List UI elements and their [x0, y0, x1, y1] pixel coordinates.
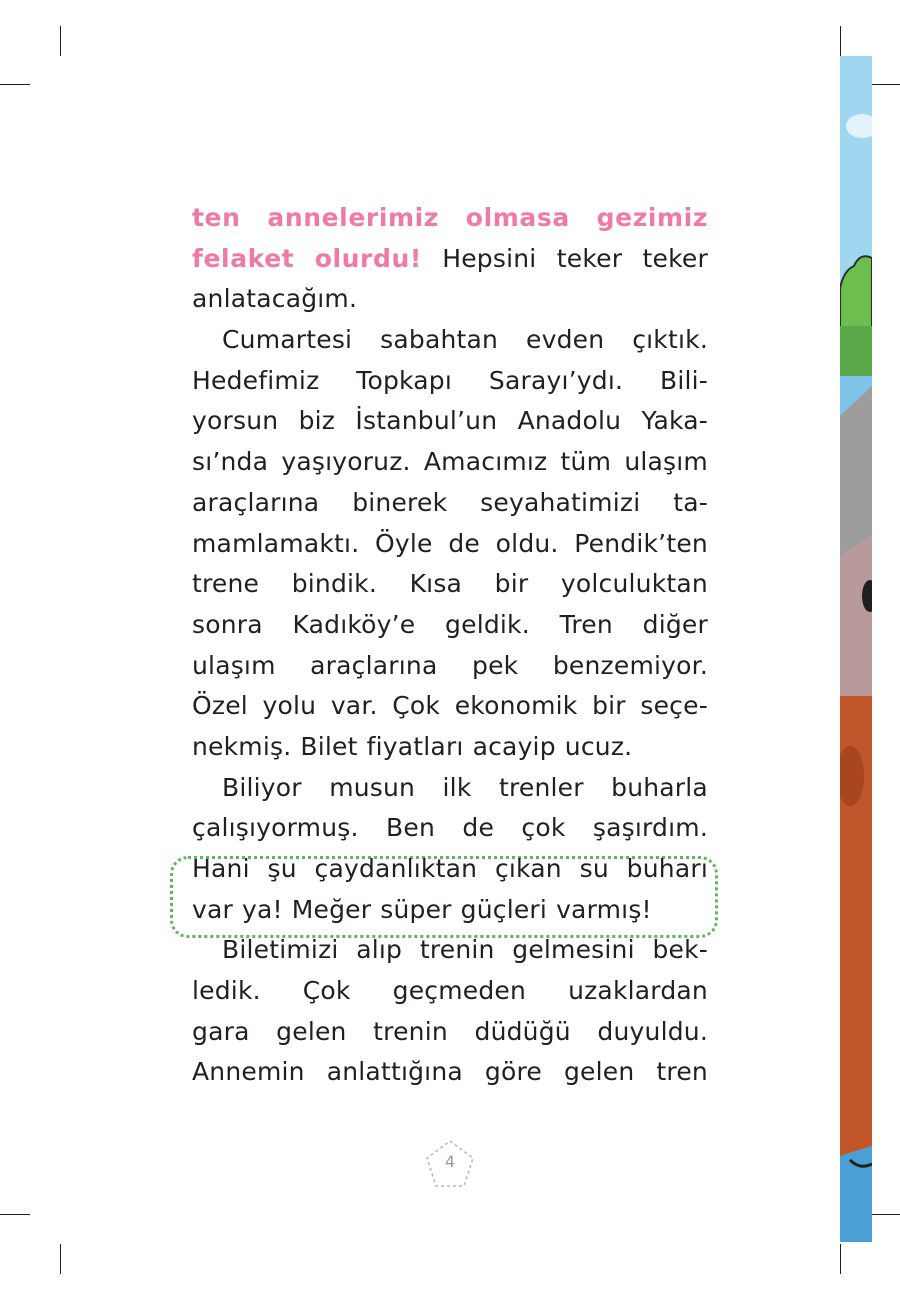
word: Hedefimiz — [192, 365, 320, 395]
illustration-strip — [840, 56, 872, 1242]
text-line — [192, 361, 708, 402]
word: anlatacağım. — [192, 284, 358, 314]
word: annelerimiz — [267, 203, 439, 232]
word: teker — [642, 243, 708, 273]
text-line — [192, 768, 708, 809]
crop-mark — [0, 1214, 30, 1215]
word: Bilet — [300, 731, 358, 761]
word: tüm — [560, 447, 612, 477]
word: bek- — [652, 935, 708, 965]
word: alıp — [356, 935, 403, 965]
text-line — [192, 198, 708, 239]
word: Ben — [386, 813, 435, 843]
text-line — [192, 320, 708, 361]
word: göre — [484, 1057, 542, 1087]
word: İstanbul’un — [355, 406, 498, 436]
word: ledik. — [192, 976, 261, 1006]
word: geldik. — [445, 609, 530, 639]
word: bir — [592, 691, 626, 721]
word: Pendik’ten — [574, 528, 708, 558]
word: Kısa — [409, 569, 463, 599]
word: yolculuktan — [560, 569, 708, 599]
word: çalışıyormuş. — [192, 813, 359, 843]
word: güçleri — [460, 894, 548, 924]
word: Yaka- — [641, 406, 708, 436]
crop-mark — [0, 84, 30, 85]
text-line — [192, 239, 708, 280]
word: uzaklardan — [568, 976, 708, 1006]
word: gezimiz — [596, 203, 708, 232]
word: musun — [329, 772, 416, 802]
page-number-badge — [424, 1138, 476, 1190]
word: trenin — [373, 1016, 448, 1046]
story-text — [192, 198, 708, 1093]
word: çıkan — [494, 854, 562, 883]
word: trenin — [419, 935, 495, 965]
word: biz — [298, 406, 336, 436]
word: var — [192, 894, 233, 924]
crop-mark — [840, 1244, 841, 1274]
word: oldu. — [495, 528, 559, 558]
word: geçmeden — [392, 976, 527, 1006]
word: yolu — [262, 691, 317, 721]
word: buharla — [611, 772, 708, 802]
word: yaşıyoruz. — [281, 447, 411, 477]
word: Anadolu — [517, 406, 622, 436]
word: seçe- — [640, 691, 708, 721]
word: sabahtan — [380, 325, 499, 355]
word: fiyatları — [366, 731, 464, 761]
word: ekonomik — [454, 691, 578, 721]
word: teker — [556, 243, 623, 273]
text-line — [192, 971, 708, 1012]
word: ucuz. — [564, 731, 633, 761]
word: çıktık. — [632, 325, 708, 355]
word: bindik. — [291, 569, 378, 599]
crop-mark — [60, 1244, 61, 1274]
word: diğer — [642, 609, 708, 639]
text-line — [192, 727, 708, 768]
word: Çok — [392, 691, 441, 721]
word: sonra — [192, 609, 263, 639]
word: buharı — [626, 854, 708, 883]
word: Biliyor — [222, 772, 302, 802]
text-line — [192, 524, 708, 565]
word: Annemin — [192, 1057, 305, 1087]
word: Tren — [559, 609, 613, 639]
crop-mark — [60, 26, 61, 56]
word: Hani — [192, 854, 250, 883]
word: mamlamaktı. — [192, 528, 360, 558]
word: duyuldu. — [597, 1016, 708, 1046]
word: gara — [192, 1016, 250, 1046]
word: çok — [521, 813, 566, 843]
word: acayip — [472, 731, 556, 761]
text-line — [192, 686, 708, 727]
word: ta- — [673, 487, 708, 517]
text-line — [192, 808, 708, 849]
word: nekmiş. — [192, 731, 292, 761]
page-number: 4 — [444, 1152, 456, 1171]
word: Hepsini — [442, 243, 537, 273]
word: Kadıköy’e — [292, 609, 416, 639]
word: süper — [380, 894, 452, 924]
word: olmasa — [465, 203, 570, 232]
word: araçlarına — [192, 487, 320, 517]
word: düdüğü — [474, 1016, 571, 1046]
word: Sarayı’ydı. — [488, 365, 624, 395]
word: ulaşım — [192, 650, 276, 680]
word: bir — [494, 569, 529, 599]
text-line — [192, 401, 708, 442]
word: seyahatimizi — [480, 487, 641, 517]
word: gelen — [563, 1057, 635, 1087]
word: Cumartesi — [222, 325, 353, 355]
word: felaket — [192, 243, 295, 273]
word: de — [448, 528, 480, 558]
word: olurdu! — [314, 243, 422, 273]
word: Meğer — [291, 894, 372, 924]
text-line — [192, 1052, 708, 1093]
word: gelen — [276, 1016, 347, 1046]
word: gelmesini — [512, 935, 635, 965]
text-line — [192, 605, 708, 646]
text-line — [192, 564, 708, 605]
word: pek — [472, 650, 519, 680]
text-line — [192, 442, 708, 483]
text-line — [192, 279, 708, 320]
word: ten — [192, 203, 241, 232]
word: su — [579, 854, 609, 883]
word: benzemiyor. — [552, 650, 708, 680]
crop-mark — [870, 1214, 900, 1215]
word: varmış! — [556, 894, 652, 924]
word: anlattığına — [326, 1057, 463, 1087]
word: tren — [656, 1057, 708, 1087]
word: ulaşım — [624, 447, 708, 477]
word: binerek — [352, 487, 448, 517]
word: ya! — [242, 894, 283, 924]
text-line — [192, 930, 708, 971]
word: sı’nda — [192, 447, 269, 477]
text-line — [192, 1012, 708, 1053]
word: Amacımız — [423, 447, 548, 477]
word: Çok — [302, 976, 351, 1006]
word: trenler — [498, 772, 584, 802]
word: Bili- — [659, 365, 708, 395]
word: de — [462, 813, 495, 843]
word: araçlarına — [310, 650, 438, 680]
crop-mark — [870, 84, 900, 85]
crop-mark — [840, 26, 841, 56]
word: Öyle — [375, 528, 433, 558]
word: Özel — [192, 691, 248, 721]
text-line — [192, 483, 708, 524]
text-line — [192, 849, 708, 890]
text-line — [192, 890, 708, 931]
text-line — [192, 646, 708, 687]
word: çaydanlıktan — [314, 854, 478, 883]
word: şu — [267, 854, 297, 883]
word: trene — [192, 569, 260, 599]
word: yorsun — [192, 406, 279, 436]
word: ilk — [442, 772, 472, 802]
word: şaşırdım. — [592, 813, 708, 843]
word: evden — [526, 325, 605, 355]
word: Topkapı — [356, 365, 453, 395]
word: Biletimizi — [222, 935, 339, 965]
word: var. — [330, 691, 378, 721]
